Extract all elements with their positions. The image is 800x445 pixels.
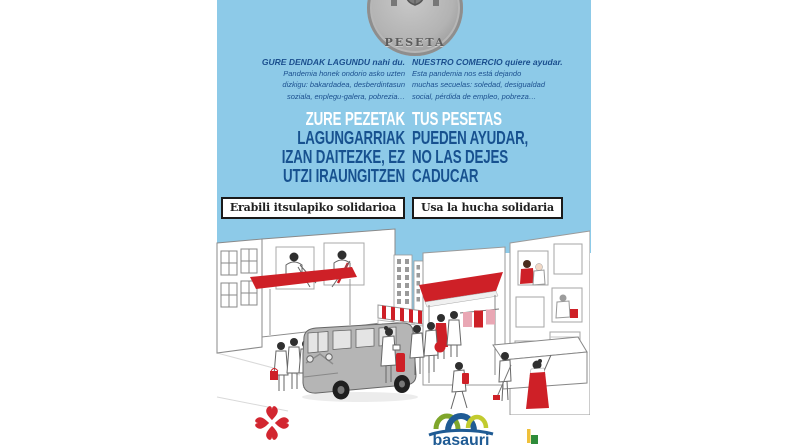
building-left — [217, 239, 262, 353]
column-basque — [217, 0, 405, 230]
paragraph-line: social, pérdida de empleo, pobreza… — [412, 91, 537, 101]
paragraph-line: Pandemia honek ondorio asko uzten — [283, 69, 405, 78]
headline-line: LAGUNGARRIAK — [297, 127, 405, 148]
intro-header-basque: GURE DENDAK LAGUNDU nahi du. — [261, 57, 405, 67]
coin-label: PESETA — [384, 36, 446, 49]
headline-line: IZAN DAITEZKE, EZ — [281, 146, 405, 167]
headline-line-white: TUS PESETAS — [412, 109, 502, 129]
headline-spanish — [412, 110, 530, 186]
garment — [463, 312, 472, 327]
headline-line: PUEDEN AYUDAR, — [412, 127, 529, 148]
intro-paragraph-spanish — [412, 68, 572, 102]
red-handbag — [270, 371, 278, 380]
intro-header-spanish: NUESTRO COMERCIO quiere ayudar. — [412, 57, 563, 67]
column-spanish — [412, 0, 572, 230]
headline-basque — [266, 110, 405, 186]
headline-line: CADUCAR — [412, 165, 479, 186]
caritas-logo-icon — [252, 403, 292, 443]
cta-box-basque: Erabili itsulapiko solidarioa — [221, 197, 405, 219]
headline-line: NO LAS DEJES — [412, 146, 508, 167]
basauri-logo — [427, 395, 495, 445]
red-round-bag — [435, 342, 446, 353]
basauri-wordmark: basauri — [432, 432, 490, 445]
paragraph-line: muchas secuelas: soledad, desigualdad — [412, 80, 546, 90]
garment — [486, 310, 495, 325]
intro-paragraph-basque — [217, 68, 405, 102]
garment — [474, 311, 483, 328]
building-mid — [250, 229, 395, 337]
headline-line: UTZI IRAUNGITZEN — [283, 165, 405, 186]
headline-line-white: ZURE PEZETAK — [305, 109, 405, 129]
street-scene-illustration — [210, 225, 590, 415]
paragraph-line: soziala, enplegu-galera, pobrezia… — [287, 91, 405, 101]
bottom-corner-logo-cropped — [521, 427, 543, 445]
cta-box-spanish: Usa la hucha solidaria — [412, 197, 563, 219]
paragraph-line: dizkigu: bakardadea, desberdintasun — [282, 80, 405, 90]
paragraph-line: Esta pandemia nos está dejando — [412, 69, 522, 78]
red-shopping-bag — [396, 353, 405, 372]
